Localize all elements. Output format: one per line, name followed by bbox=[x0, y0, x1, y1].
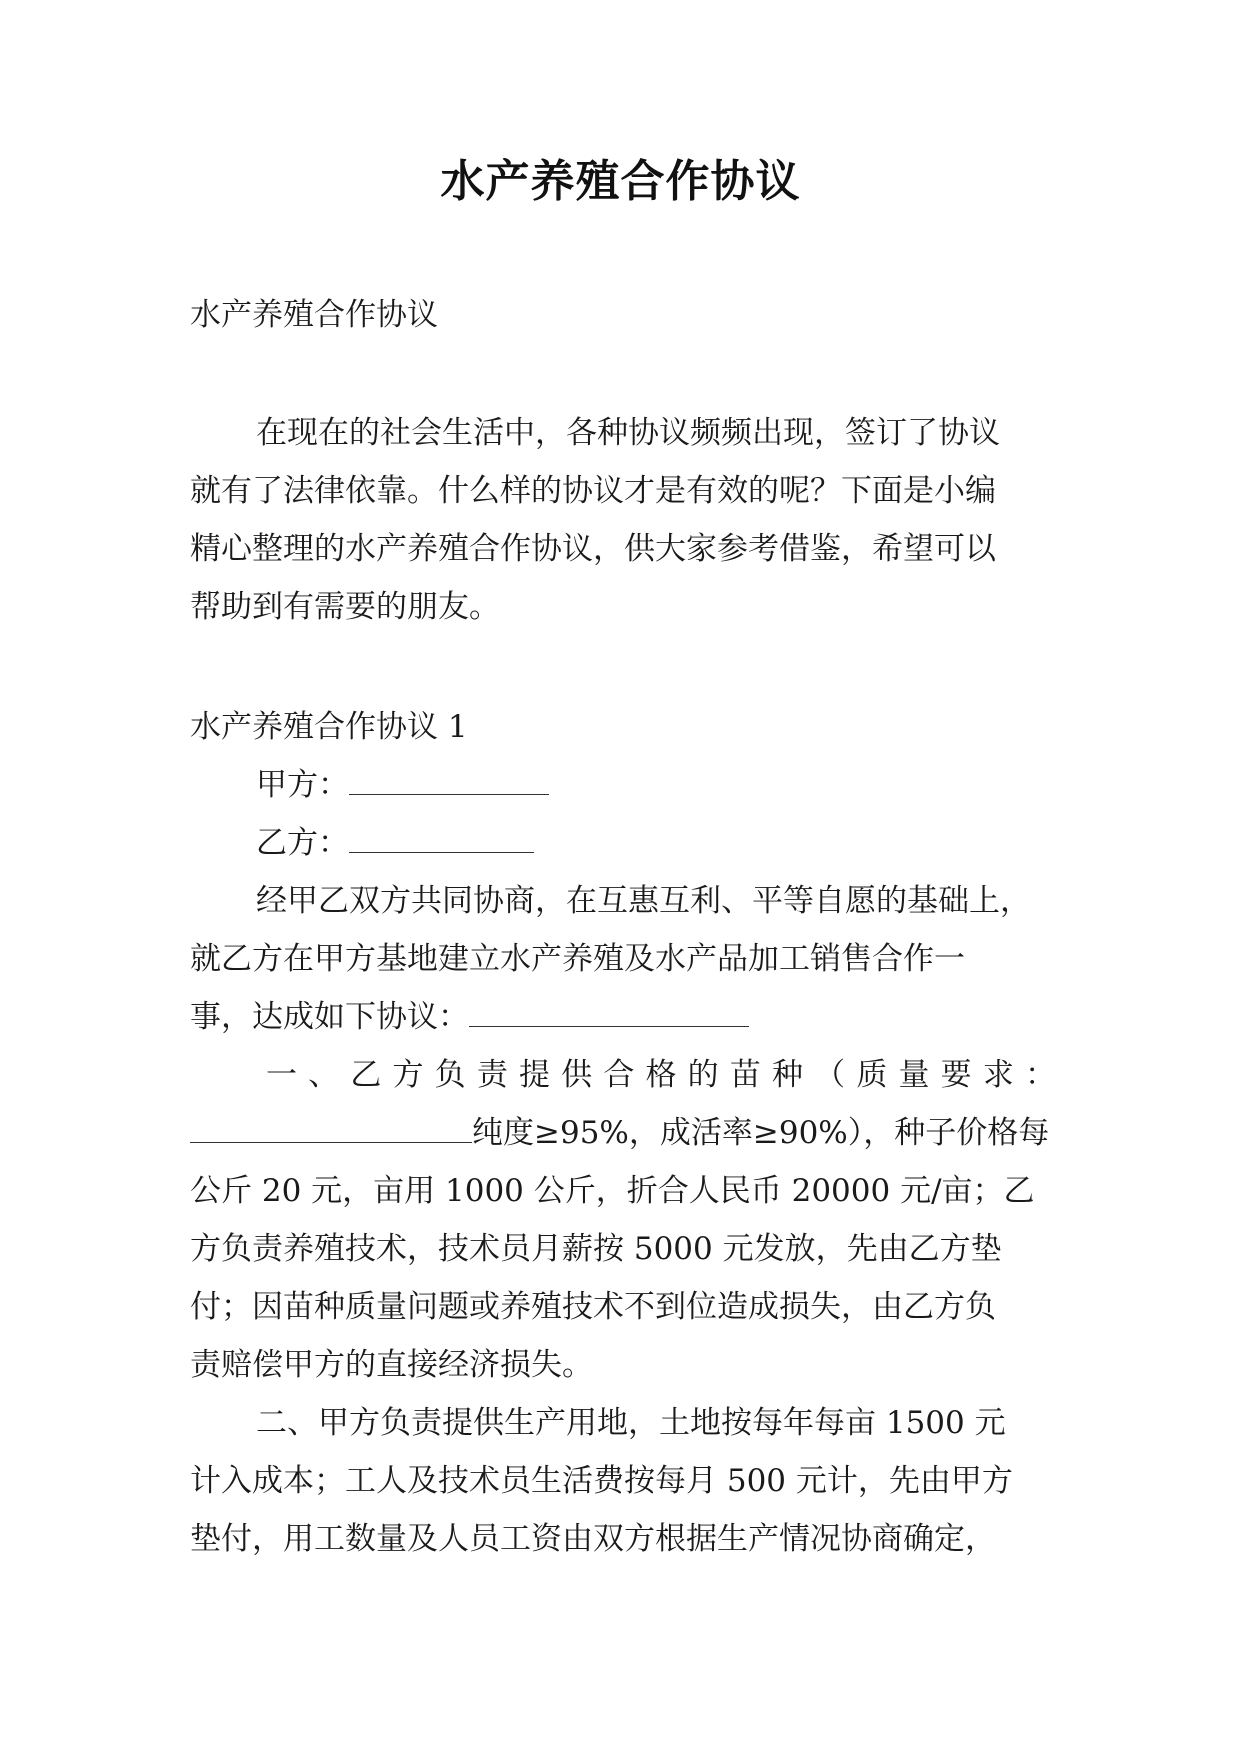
clause-1-line: 付；因苗种质量问题或养殖技术不到位造成损失，由乙方负 bbox=[190, 1289, 996, 1325]
clause-1-line bbox=[190, 1104, 1056, 1162]
document-subtitle: 水产养殖合作协议 bbox=[190, 297, 438, 333]
clause-1-line: 一、乙方负责提供合格的苗种（质量要求： bbox=[266, 1057, 1056, 1093]
preamble-line: 就乙方在甲方基地建立水产养殖及水产品加工销售合作一 bbox=[190, 941, 965, 977]
section-title: 水产养殖合作协议 1 bbox=[190, 709, 468, 745]
clause-1-line: 方负责养殖技术，技术员月薪按 5000 元发放，先由乙方垫 bbox=[190, 1231, 1002, 1267]
clause-2-line: 二、甲方负责提供生产用地，土地按每年每亩 1500 元 bbox=[256, 1405, 1006, 1441]
clause-1-line: 责赔偿甲方的直接经济损失。 bbox=[190, 1347, 593, 1383]
document-title: 水产养殖合作协议 bbox=[440, 156, 801, 207]
intro-line: 帮助到有需要的朋友。 bbox=[190, 589, 500, 625]
preamble-line bbox=[190, 988, 1056, 1046]
quality-blank bbox=[190, 1112, 472, 1143]
party-a-blank bbox=[349, 764, 549, 795]
party-b-line bbox=[190, 814, 1056, 872]
preamble-line: 经甲乙双方共同协商，在互惠互利、平等自愿的基础上， bbox=[256, 883, 1031, 919]
spacer bbox=[190, 636, 1056, 698]
party-a-line bbox=[190, 756, 1056, 814]
preamble-text: 事，达成如下协议： bbox=[190, 999, 469, 1035]
party-a-label: 甲方： bbox=[256, 767, 349, 803]
agreement-blank bbox=[469, 996, 749, 1027]
spacer bbox=[190, 344, 1056, 404]
clause-1-line: 公斤 20 元，亩用 1000 公斤，折合人民币 20000 元/亩；乙 bbox=[190, 1173, 1035, 1209]
intro-line: 精心整理的水产养殖合作协议，供大家参考借鉴，希望可以 bbox=[190, 531, 996, 567]
party-b-label: 乙方： bbox=[256, 825, 349, 861]
document-body bbox=[190, 286, 1056, 1568]
party-b-blank bbox=[349, 822, 534, 853]
clause-1-text: 纯度≥95%，成活率≥90%），种子价格每 bbox=[472, 1115, 1050, 1151]
intro-line: 就有了法律依靠。什么样的协议才是有效的呢？下面是小编 bbox=[190, 473, 996, 509]
clause-2-line: 垫付，用工数量及人员工资由双方根据生产情况协商确定， bbox=[190, 1521, 996, 1557]
intro-line: 在现在的社会生活中，各种协议频频出现，签订了协议 bbox=[256, 415, 1000, 451]
clause-2-line: 计入成本；工人及技术员生活费按每月 500 元计，先由甲方 bbox=[190, 1463, 1013, 1499]
